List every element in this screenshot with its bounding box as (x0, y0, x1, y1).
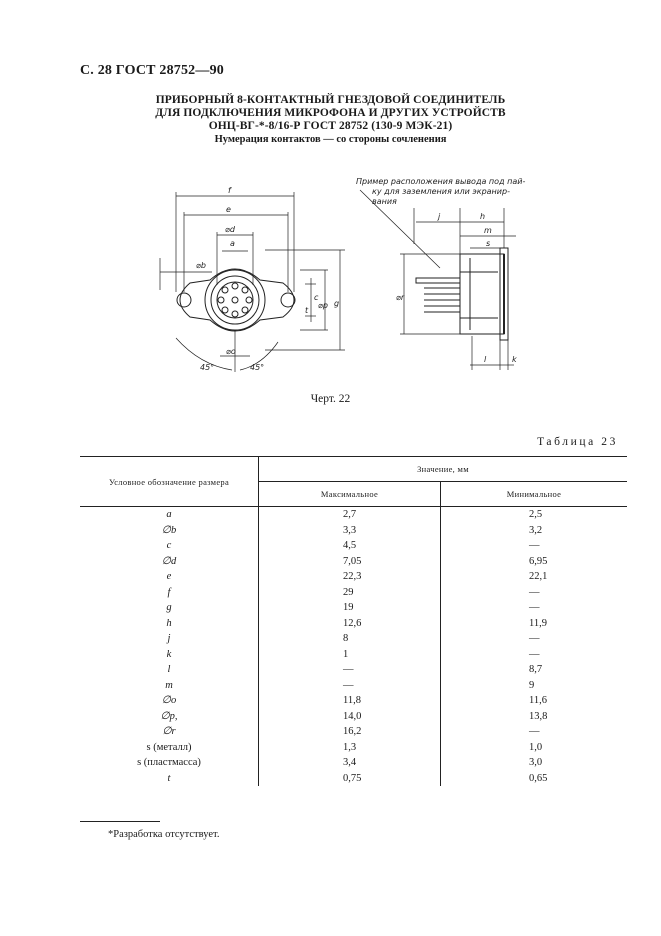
cell-symbol: j (80, 631, 259, 647)
cell-min: — (529, 540, 540, 551)
dim-label-r: ⌀r (396, 293, 405, 302)
dimensions-table (80, 456, 627, 786)
column-header-min: Минимальное (441, 482, 628, 507)
table-row (80, 693, 627, 709)
dim-label-e: e (226, 205, 231, 214)
contact-hole (242, 287, 248, 293)
dim-label-j: j (438, 212, 441, 221)
angle-label-left: 45° (200, 363, 215, 372)
cell-symbol: ∅d (80, 554, 259, 570)
cell-symbol: f (80, 585, 259, 601)
cell-symbol: m (80, 678, 259, 694)
cell-min: 6,95 (529, 555, 548, 567)
cell-min: 8,7 (529, 664, 543, 675)
column-header-max: Максимальное (259, 482, 441, 507)
dim-label-k: k (512, 355, 517, 364)
title-line-3: ОНЦ-ВГ-*-8/16-Р ГОСТ 28752 (130-9 МЭК-21) (208, 120, 453, 132)
table-row (80, 554, 627, 570)
cell-min: 11,6 (529, 695, 547, 706)
column-header-value: Значение, мм (417, 464, 469, 474)
table-row (80, 569, 627, 585)
dim-label-f: f (228, 186, 231, 195)
table-row (80, 631, 627, 647)
table-row (80, 662, 627, 678)
dim-label-m: m (484, 226, 492, 235)
contact-hole (222, 307, 228, 313)
column-header-symbol: Условное обозначение размера (80, 457, 259, 507)
cell-max: — (259, 678, 441, 694)
cell-symbol: s (металл) (80, 740, 259, 756)
contact-hole (218, 297, 224, 303)
cell-max: 4,5 (259, 538, 441, 554)
cell-max: 1,3 (259, 740, 441, 756)
mount-hole-left (177, 293, 191, 307)
contact-hole-center (232, 297, 238, 303)
table-row (80, 678, 627, 694)
cell-symbol: k (80, 647, 259, 663)
table-row (80, 538, 627, 554)
cell-symbol: ∅o (80, 693, 259, 709)
page-header: С. 28 ГОСТ 28752—90 (80, 63, 224, 78)
table-row (80, 755, 627, 771)
dim-label-a: a (230, 239, 235, 248)
dim-label-l: l (484, 355, 487, 364)
cell-max: 19 (259, 600, 441, 616)
contact-hole (222, 287, 228, 293)
cell-max: 22,3 (259, 569, 441, 585)
cell-max: 3,4 (259, 755, 441, 771)
cell-max: 14,0 (259, 709, 441, 725)
cell-symbol: ∅b (80, 523, 259, 539)
cell-min: 11,9 (529, 617, 547, 629)
cell-symbol: ∅r (80, 724, 259, 740)
cell-symbol: g (80, 600, 259, 616)
cell-max: 3,3 (259, 523, 441, 539)
footnote: *Разработка отсутствует. (108, 829, 220, 840)
cell-min: — (529, 648, 540, 660)
technical-drawing (0, 160, 661, 388)
ground-tab (416, 278, 460, 283)
cell-min: — (529, 726, 540, 737)
contact-hole (232, 283, 238, 289)
table-row (80, 724, 627, 740)
title-line-1: ПРИБОРНЫЙ 8-КОНТАКТНЫЙ ГНЕЗДОВОЙ СОЕДИНИТЕЛЬ (155, 94, 506, 106)
dim-label-h: h (480, 212, 486, 221)
cell-max: 0,75 (259, 771, 441, 787)
insert-body (217, 282, 253, 318)
cell-symbol: ∅p, (80, 709, 259, 725)
dim-label-p: ⌀p (318, 301, 328, 310)
note-line-3: вания (372, 197, 397, 206)
table-row (80, 740, 627, 756)
dim-label-b: ⌀b (196, 261, 206, 270)
cell-min: 2,5 (529, 509, 543, 520)
cell-max: 29 (259, 585, 441, 601)
cell-symbol: h (80, 616, 259, 632)
cell-symbol: l (80, 662, 259, 678)
cell-max: 1 (259, 647, 441, 663)
document-title-block (0, 94, 661, 147)
dim-label-o: ⌀o (226, 347, 236, 356)
table-row (80, 616, 627, 632)
table-row (80, 600, 627, 616)
footnote-divider (80, 821, 160, 822)
cell-min: — (529, 586, 540, 598)
cell-symbol: c (80, 538, 259, 554)
cell-max: 12,6 (259, 616, 441, 632)
table-row (80, 523, 627, 539)
cell-symbol: t (80, 771, 259, 787)
note-line-1: Пример расположения вывода под пай- (356, 177, 526, 186)
dim-label-s: s (486, 239, 491, 248)
table-row (80, 771, 627, 787)
cell-max: 7,05 (259, 554, 441, 570)
table-body (80, 507, 627, 787)
cell-min: 22,1 (529, 571, 548, 582)
dim-label-c: c (314, 293, 319, 302)
cell-min: 13,8 (529, 710, 548, 722)
housing-outer (205, 270, 265, 330)
cell-symbol: s (пластмасса) (80, 755, 259, 771)
table-label: Таблица 23 (537, 436, 618, 448)
cell-max: 11,8 (259, 693, 441, 709)
cell-symbol: a (80, 507, 259, 523)
cell-min: 9 (529, 679, 535, 691)
contact-hole (246, 297, 252, 303)
contact-hole (232, 311, 238, 317)
dim-label-g: g (334, 299, 340, 308)
cell-min: — (529, 602, 540, 613)
cell-min: 1,0 (529, 741, 543, 753)
dim-label-d: ⌀d (225, 225, 235, 234)
contact-hole (242, 307, 248, 313)
cell-min: 3,0 (529, 757, 543, 768)
dim-label-t: t (305, 306, 309, 315)
cell-min: — (529, 633, 540, 644)
cell-min: 0,65 (529, 772, 548, 784)
table-row (80, 709, 627, 725)
cell-max: 8 (259, 631, 441, 647)
mount-hole-right (281, 293, 295, 307)
table-row (80, 647, 627, 663)
title-line-2: ДЛЯ ПОДКЛЮЧЕНИЯ МИКРОФОНА И ДРУГИХ УСТРОЙСТВ (155, 107, 506, 119)
cell-min: 3,2 (529, 524, 543, 536)
flange-outline (180, 269, 294, 331)
figure-caption: Черт. 22 (310, 393, 351, 405)
cell-max: — (259, 662, 441, 678)
table-row (80, 507, 627, 523)
cell-max: 16,2 (259, 724, 441, 740)
note-line-2: ку для заземления или экранир- (372, 187, 510, 196)
cell-max: 2,7 (259, 507, 441, 523)
angle-label-right: 45° (250, 363, 265, 372)
subtitle: Нумерация контактов — со стороны сочленения (214, 134, 447, 145)
table-row (80, 585, 627, 601)
cell-symbol: e (80, 569, 259, 585)
side-view-shell (460, 254, 504, 334)
